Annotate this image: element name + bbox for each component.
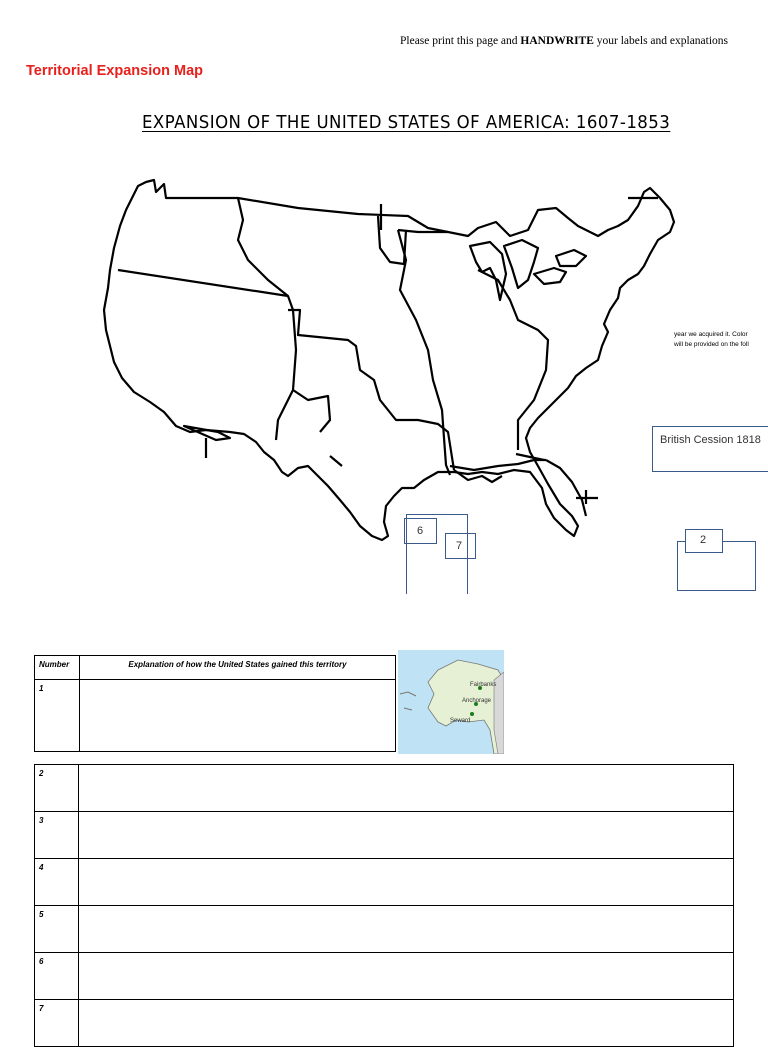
explanation-cell[interactable]: [79, 953, 734, 1000]
city-label: Anchorage: [462, 698, 492, 704]
explanation-table: [34, 764, 734, 1047]
print-instruction: [400, 35, 728, 47]
table-row: [35, 906, 734, 953]
row-number: 3: [35, 812, 79, 859]
explanation-cell[interactable]: [80, 680, 396, 752]
document-title: Territorial Expansion Map: [26, 63, 203, 79]
row-number: 6: [35, 953, 79, 1000]
explanation-cell[interactable]: [79, 765, 734, 812]
city-label: Fairbanks: [470, 682, 497, 688]
table-row: [35, 765, 734, 812]
table-row: [35, 953, 734, 1000]
baja-stub: [184, 426, 230, 440]
explanation-table-header: [34, 655, 396, 752]
explanation-cell[interactable]: [79, 812, 734, 859]
map-outline: [104, 180, 674, 540]
table-row: [35, 1000, 734, 1047]
instruction-text-end: your labels and explanations: [593, 35, 729, 47]
texas-line: [293, 390, 330, 432]
british-cession-box: British Cession 1818: [652, 426, 768, 472]
mexican-cession-line: [288, 310, 454, 470]
explanation-cell[interactable]: [79, 906, 734, 953]
row-number: 2: [35, 765, 79, 812]
cutoff-note-line: will be provided on the foll: [674, 341, 749, 348]
louisiana-west: [238, 198, 296, 440]
col-number: Number: [35, 656, 80, 680]
instruction-bold: HANDWRITE: [520, 35, 594, 47]
florida-line: [450, 460, 546, 470]
row-number: 1: [35, 680, 80, 752]
row-number: 5: [35, 906, 79, 953]
mississippi-river: [398, 230, 450, 475]
map-heading: EXPANSION OF THE UNITED STATES OF AMERICA: 1607-1853: [142, 112, 671, 133]
tick-mark: [206, 198, 658, 504]
label-box-2: 2: [685, 529, 723, 553]
label-box-7: 7: [445, 533, 476, 559]
cutoff-note: [674, 330, 768, 350]
table-row: [35, 859, 734, 906]
instruction-text: Please print this page and: [400, 35, 521, 47]
label-box-6: 6: [404, 518, 437, 544]
row-number: 4: [35, 859, 79, 906]
table-row: [35, 680, 396, 752]
us-outline-map: [98, 170, 678, 600]
appalachian-line: [478, 270, 548, 450]
seward-dot: [470, 712, 474, 716]
col-explanation: Explanation of how the United States gained this territory: [80, 656, 396, 680]
cutoff-note-line: year we acquired it. Color: [674, 331, 748, 338]
table-row: [35, 812, 734, 859]
explanation-cell[interactable]: [79, 1000, 734, 1047]
explanation-cell[interactable]: [79, 859, 734, 906]
great-lakes: [470, 240, 586, 300]
florida-peninsula: [546, 460, 586, 516]
row-number: 7: [35, 1000, 79, 1047]
city-label: Seward: [450, 718, 471, 724]
alaska-map-image: [398, 650, 504, 754]
